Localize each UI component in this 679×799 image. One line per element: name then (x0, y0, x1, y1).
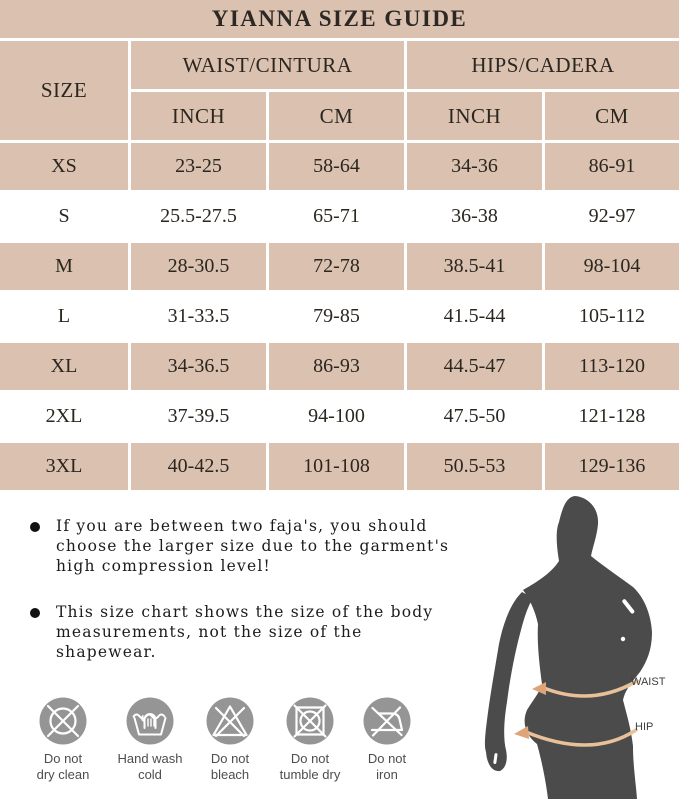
table-cell-waist-cm: 101-108 (269, 443, 404, 490)
table-cell-hips-cm: 105-112 (545, 293, 679, 340)
header-waist-cm: CM (269, 92, 404, 140)
care-label: Do not iron (367, 751, 407, 782)
care-label: Do not dry clean (36, 751, 90, 782)
page-title: YIANNA SIZE GUIDE (211, 6, 468, 31)
table-cell-waist-cm: 94-100 (269, 393, 404, 440)
table-cell-hips-cm: 129-136 (545, 443, 679, 490)
care-item-hand-wash-cold (105, 697, 195, 783)
table-cell-waist-inch: 40-42.5 (131, 443, 266, 490)
table-cell-hips-inch: 34-36 (407, 143, 542, 190)
title-bar (0, 0, 679, 38)
table-cell-hips-inch: 47.5-50 (407, 393, 542, 440)
table-cell-hips-cm: 92-97 (545, 193, 679, 240)
care-label: Do not tumble dry (279, 751, 341, 782)
table-cell-hips-inch: 41.5-44 (407, 293, 542, 340)
table-cell-hips-inch: 36-38 (407, 193, 542, 240)
table-cell-size: M (0, 243, 128, 290)
do-not-tumble-dry-icon (286, 697, 334, 745)
header-hips-cm: CM (545, 92, 679, 140)
table-cell-waist-cm: 79-85 (269, 293, 404, 340)
care-item-do-not-dry-clean (18, 697, 108, 783)
care-label: Hand wash cold (117, 751, 183, 782)
header-hips-inch: INCH (407, 92, 542, 140)
table-cell-waist-cm: 65-71 (269, 193, 404, 240)
note-line: high compression level! (56, 557, 271, 575)
table-cell-waist-inch: 28-30.5 (131, 243, 266, 290)
body-silhouette-icon (440, 492, 679, 799)
note-line: This size chart shows the size of the body (56, 603, 434, 621)
care-label: Do not bleach (210, 751, 250, 782)
table-cell-waist-inch: 37-39.5 (131, 393, 266, 440)
bullet-icon (30, 522, 40, 532)
table-cell-size: L (0, 293, 128, 340)
table-cell-hips-inch: 44.5-47 (407, 343, 542, 390)
do-not-iron-icon (363, 697, 411, 745)
note-line: If you are between two faja's, you should (56, 517, 428, 535)
size-table (0, 41, 679, 490)
table-cell-size: XL (0, 343, 128, 390)
note-between-sizes (30, 516, 500, 576)
table-cell-size: S (0, 193, 128, 240)
waist-label: WAIST (631, 676, 666, 688)
table-cell-size: 3XL (0, 443, 128, 490)
hip-label: HIP (635, 721, 654, 733)
table-cell-waist-cm: 58-64 (269, 143, 404, 190)
table-cell-waist-cm: 72-78 (269, 243, 404, 290)
table-cell-waist-inch: 34-36.5 (131, 343, 266, 390)
measurement-figure (440, 492, 679, 799)
table-cell-waist-cm: 86-93 (269, 343, 404, 390)
table-cell-waist-inch: 23-25 (131, 143, 266, 190)
table-cell-hips-inch: 38.5-41 (407, 243, 542, 290)
care-item-do-not-bleach (185, 697, 275, 783)
care-item-do-not-iron (342, 697, 432, 783)
header-hips-group: HIPS/CADERA (407, 41, 679, 89)
note-body-measurements (30, 602, 500, 662)
notes-section (30, 516, 500, 688)
header-waist-group: WAIST/CINTURA (131, 41, 404, 89)
hand-wash-cold-icon (126, 697, 174, 745)
do-not-bleach-icon (206, 697, 254, 745)
bullet-icon (30, 608, 40, 618)
table-cell-hips-cm: 121-128 (545, 393, 679, 440)
header-size: SIZE (0, 41, 128, 140)
table-cell-hips-cm: 98-104 (545, 243, 679, 290)
table-cell-hips-cm: 113-120 (545, 343, 679, 390)
table-cell-waist-inch: 25.5-27.5 (131, 193, 266, 240)
table-cell-size: 2XL (0, 393, 128, 440)
table-cell-waist-inch: 31-33.5 (131, 293, 266, 340)
table-cell-hips-inch: 50.5-53 (407, 443, 542, 490)
note-line: shapewear. (56, 643, 157, 661)
do-not-dry-clean-icon (39, 697, 87, 745)
table-cell-hips-cm: 86-91 (545, 143, 679, 190)
note-line: choose the larger size due to the garment's (56, 537, 450, 555)
table-cell-size: XS (0, 143, 128, 190)
note-line: measurements, not the size of the (56, 623, 363, 641)
hip-arrowhead-icon (514, 726, 529, 739)
header-waist-inch: INCH (131, 92, 266, 140)
